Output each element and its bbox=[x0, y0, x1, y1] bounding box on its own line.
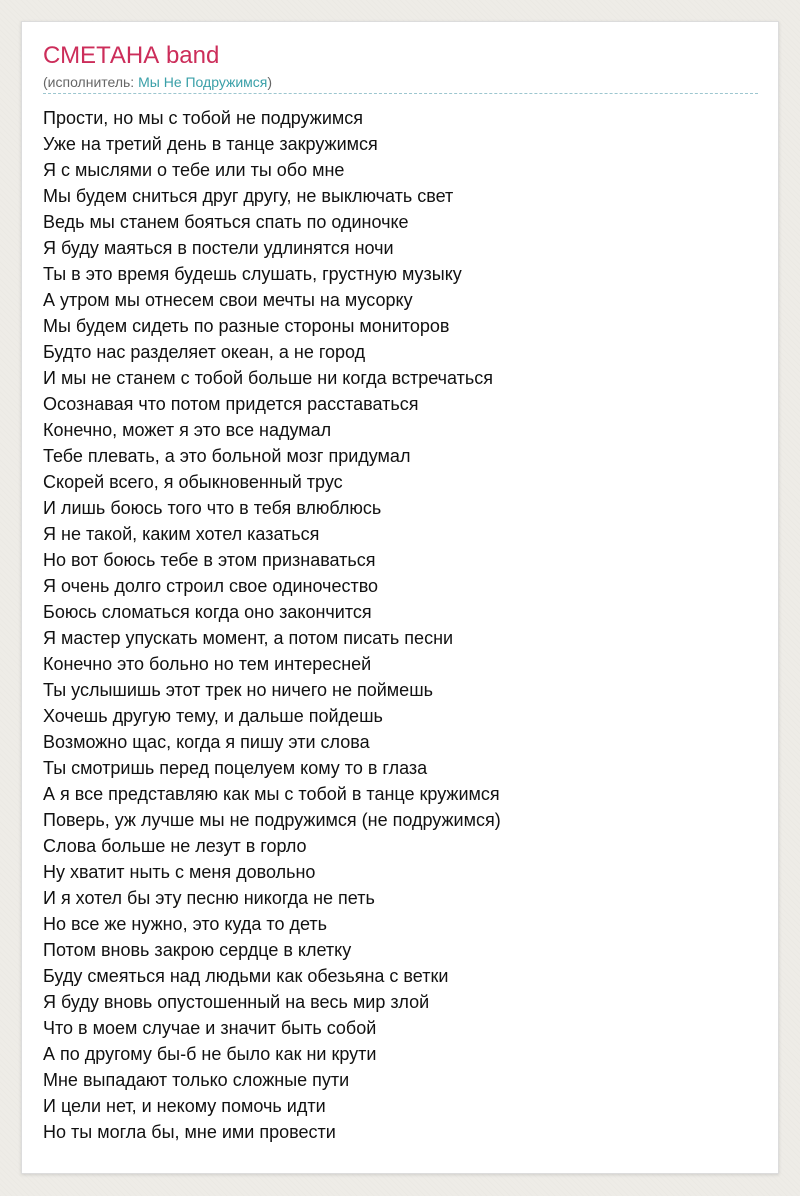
lyric-line: Я буду вновь опустошенный на весь мир злой bbox=[43, 992, 430, 1012]
lyric-line: Мы будем сниться друг другу, не выключать свет bbox=[43, 186, 454, 206]
lyric-line: Прости, но мы с тобой не подружимся bbox=[43, 108, 364, 128]
lyric-line: Ты смотришь перед поцелуем кому то в глаза bbox=[43, 758, 428, 778]
lyric-line: Возможно щас, когда я пишу эти слова bbox=[43, 732, 370, 752]
lyric-line: А я все представляю как мы с тобой в танце кружимся bbox=[43, 784, 500, 804]
lyric-line: Мы будем сидеть по разные стороны мониторов bbox=[43, 316, 450, 336]
lyric-line: Скорей всего, я обыкновенный трус bbox=[43, 472, 343, 492]
lyric-line: Ведь мы станем бояться спать по одиночке bbox=[43, 212, 409, 232]
lyric-line: Хочешь другую тему, и дальше пойдешь bbox=[43, 706, 383, 726]
lyric-line: И цели нет, и некому помочь идти bbox=[43, 1096, 326, 1116]
lyric-line: Я очень долго строил свое одиночество bbox=[43, 576, 379, 596]
lyric-line: Будто нас разделяет океан, а не город bbox=[43, 342, 366, 362]
lyric-line: И мы не станем с тобой больше ни когда встречаться bbox=[43, 368, 494, 388]
lyric-line: Буду смеяться над людьми как обезьяна с ветки bbox=[43, 966, 449, 986]
artist-link[interactable]: Мы Не Подружимся bbox=[138, 74, 268, 90]
lyric-line: И я хотел бы эту песню никогда не петь bbox=[43, 888, 375, 908]
lyric-line: Боюсь сломаться когда оно закончится bbox=[43, 602, 372, 622]
lyric-line: Поверь, уж лучше мы не подружимся (не подружимся) bbox=[43, 810, 501, 830]
lyric-line: Ты услышишь этот трек но ничего не поймешь bbox=[43, 680, 434, 700]
lyric-line: А по другому бы-б не было как ни крути bbox=[43, 1044, 377, 1064]
lyric-line: Уже на третий день в танце закружимся bbox=[43, 134, 378, 154]
artist-line bbox=[43, 73, 272, 91]
lyrics-card bbox=[21, 21, 779, 1174]
lyric-line: Ты в это время будешь слушать, грустную музыку bbox=[43, 264, 462, 284]
lyric-line: Конечно это больно но тем интересней bbox=[43, 654, 372, 674]
lyric-line: Но вот боюсь тебе в этом признаваться bbox=[43, 550, 376, 570]
song-title: СМЕТАНА band bbox=[43, 42, 220, 69]
lyric-line: Конечно, может я это все надумал bbox=[43, 420, 332, 440]
lyric-line: А утром мы отнесем свои мечты на мусорку bbox=[43, 290, 413, 310]
lyric-line: Осознавая что потом придется расставаться bbox=[43, 394, 419, 414]
lyric-line: Я с мыслями о тебе или ты обо мне bbox=[43, 160, 345, 180]
lyric-line: Я буду маяться в постели удлинятся ночи bbox=[43, 238, 394, 258]
lyric-line: Я не такой, каким хотел казаться bbox=[43, 524, 320, 544]
lyric-line: Но ты могла бы, мне ими провести bbox=[43, 1122, 336, 1142]
lyric-line: И лишь боюсь того что в тебя влюблюсь bbox=[43, 498, 382, 518]
lyric-line: Слова больше не лезут в горло bbox=[43, 836, 307, 856]
lyric-line: Мне выпадают только сложные пути bbox=[43, 1070, 350, 1090]
lyric-line: Я мастер упускать момент, а потом писать песни bbox=[43, 628, 454, 648]
lyric-line: Тебе плевать, а это больной мозг придумал bbox=[43, 446, 411, 466]
lyrics-text bbox=[43, 105, 501, 1145]
divider bbox=[43, 93, 758, 94]
lyric-line: Но все же нужно, это куда то деть bbox=[43, 914, 328, 934]
lyric-line: Ну хватит ныть с меня довольно bbox=[43, 862, 316, 882]
artist-prefix: (исполнитель: bbox=[43, 74, 139, 90]
lyric-line: Что в моем случае и значит быть собой bbox=[43, 1018, 377, 1038]
lyric-line: Потом вновь закрою сердце в клетку bbox=[43, 940, 352, 960]
artist-suffix: ) bbox=[267, 74, 273, 90]
